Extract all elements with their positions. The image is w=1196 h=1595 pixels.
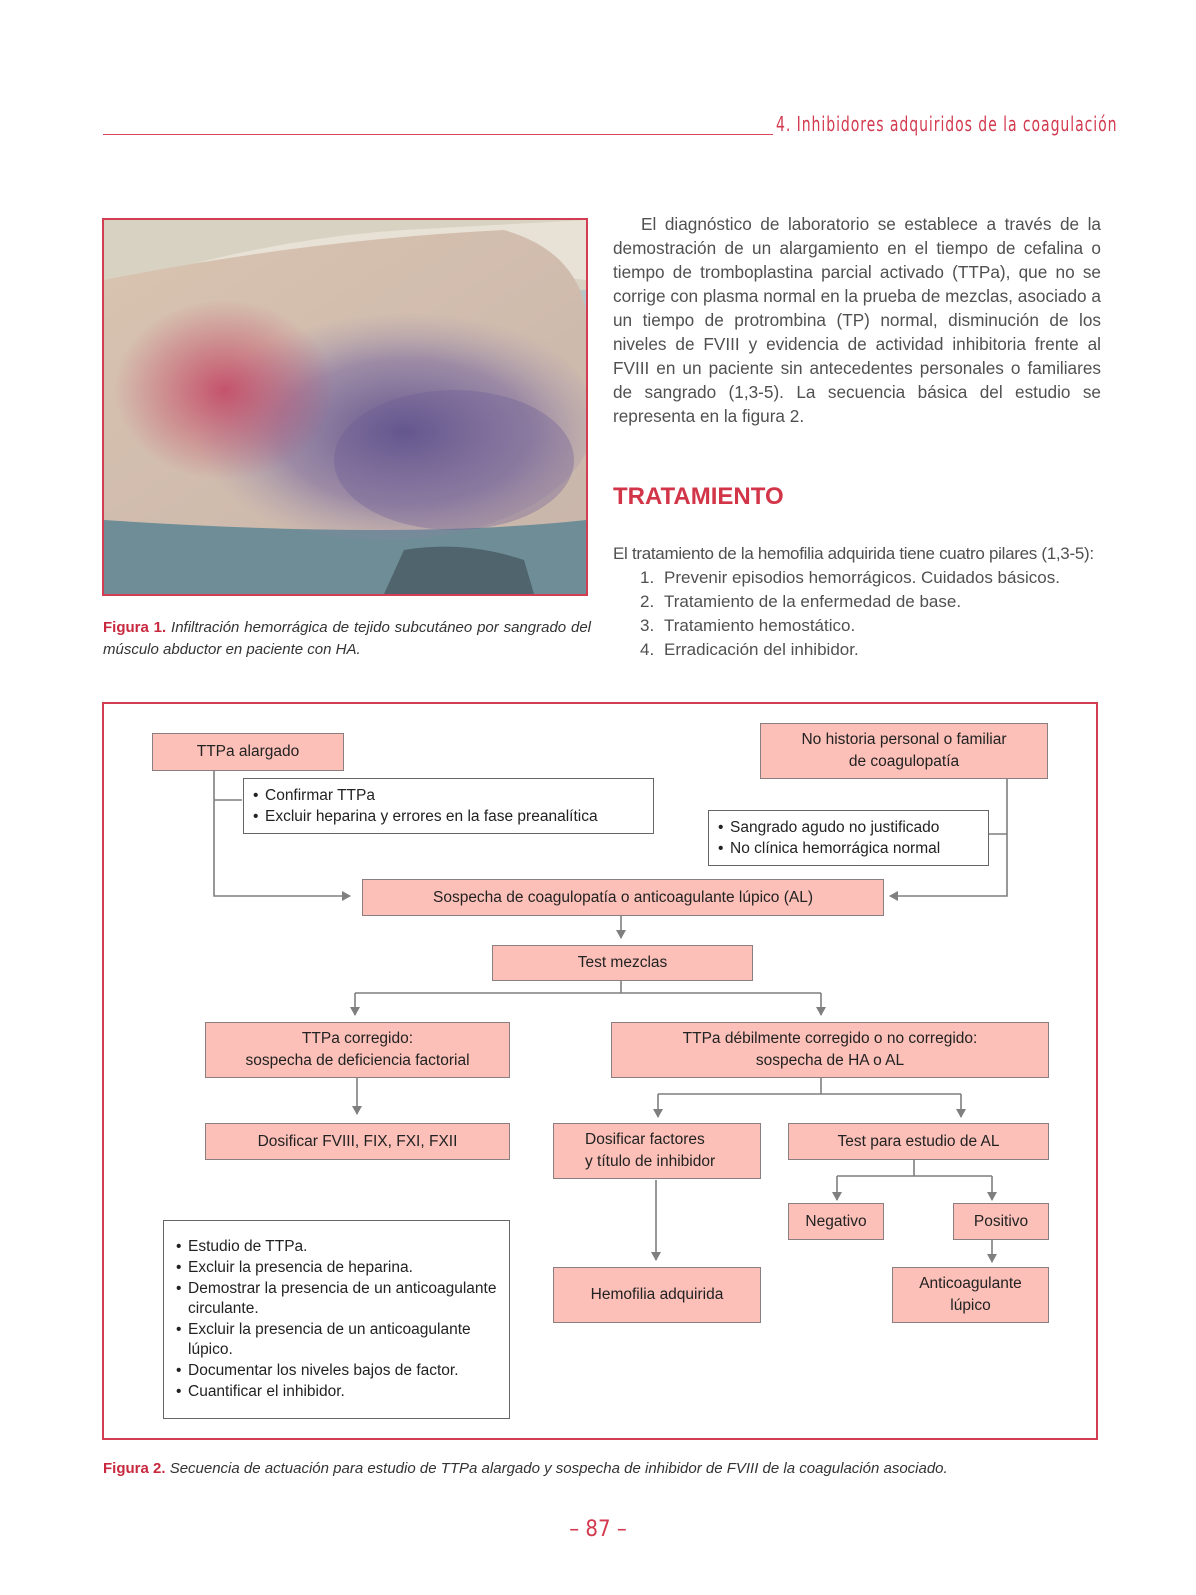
box-line: TTPa corregido: [301,1030,414,1047]
box-test-mezclas: Test mezclas [492,945,753,981]
box-dosificar-factores [553,1123,761,1179]
list-item: • Excluir heparina y errores en la fase preanalítica [253,806,598,827]
box-test-al: Test para estudio de AL [788,1123,1049,1160]
list-item: • Demostrar la presencia de un anticoagulante circulante. [176,1279,499,1319]
box-ttpa-corregido [205,1022,510,1078]
box-confirm-ttpa [243,778,654,834]
box-line: No historia personal o familiar [801,731,1007,748]
box-hemofilia-adquirida: Hemofilia adquirida [553,1267,761,1323]
list-item: • No clínica hemorrágica normal [718,838,940,859]
box-anticoagulante-lupico [892,1267,1049,1323]
treatment-intro: El tratamiento de la hemofilia adquirida tiene cuatro pilares (1,3-5): [613,544,1094,563]
box-ttpa-no-corregido [611,1022,1049,1078]
box-sangrado [708,810,989,866]
list-item-number: 1. [640,568,655,587]
box-negativo: Negativo [788,1203,884,1240]
box-diagnostic-notes [163,1220,510,1419]
box-line: lúpico [950,1297,991,1314]
box-line: sospecha de HA o AL [755,1052,905,1069]
figure-2-caption [103,1460,1103,1477]
sangrado-bullets [718,817,940,859]
box-line: TTPa débilmente corregido o no corregido: [682,1030,978,1047]
box-line: de coagulopatía [848,753,960,770]
intro-paragraph: El diagnóstico de laboratorio se establece a través de la demostración de un alargamiento en el tiempo de cefalina o tiempo de tromboplastina parcial activado (TTPa), que no se corrige con plasma normal en la prueba de mezclas, asociado a un tiempo de protrombina (TP) normal, disminución de los niveles de FVIII y evidencia de actividad inhibitoria frente al FVIII en un paciente sin antecedentes personales o familiares de sangrado (1,3-5). La secuencia básica del estudio se representa en la figura 2. [613,214,1101,426]
box-sospecha: Sospecha de coagulopatía o anticoagulante lúpico (AL) [362,879,884,916]
box-dosificar-fviii: Dosificar FVIII, FIX, FXI, FXII [205,1123,510,1160]
section-title-tratamiento: TRATAMIENTO [613,483,784,510]
list-item-text: Tratamiento de la enfermedad de base. [664,592,962,611]
figure-2-caption-text: Secuencia de actuación para estudio de TTPa alargado y sospecha de inhibidor de FVIII de la coagulación asociado. [169,1460,948,1477]
list-item-number: 4. [640,640,655,659]
list-item-text: Prevenir episodios hemorrágicos. Cuidados básicos. [664,568,1060,587]
chapter-title: 4. Inhibidores adquiridos de la coagulación [776,112,1118,136]
list-item: • Cuantificar el inhibidor. [176,1382,499,1402]
box-line: Anticoagulante [919,1275,1022,1292]
box-line: sospecha de deficiencia factorial [245,1052,470,1069]
notes-bullets [176,1237,499,1403]
list-item: • Estudio de TTPa. [176,1237,499,1257]
list-item: • Confirmar TTPa [253,785,598,806]
list-item-text: Tratamiento hemostático. [664,616,856,635]
page-number: – 87 – [569,1517,627,1542]
box-ttpa-alargado: TTPa alargado [152,733,344,771]
box-line: y título de inhibidor [585,1153,716,1170]
confirm-bullets [253,785,598,827]
figure-1-label: Figura 1. [103,619,167,636]
list-item-number: 3. [640,616,655,635]
list-item-number: 2. [640,592,655,611]
figure-1-caption-text: Infiltración hemorrágica de tejido subcutáneo por sangrado del músculo abductor en paciente con HA. [103,619,591,658]
box-no-historia [760,723,1048,779]
box-line: Dosificar factores [585,1131,705,1148]
list-item: • Excluir la presencia de un anticoagulante lúpico. [176,1320,499,1360]
list-item-text: Erradicación del inhibidor. [664,640,859,659]
figure-2-label: Figura 2. [103,1460,166,1477]
list-item: • Documentar los niveles bajos de factor. [176,1361,499,1381]
box-positivo: Positivo [953,1203,1049,1240]
list-item: • Excluir la presencia de heparina. [176,1258,499,1278]
list-item: • Sangrado agudo no justificado [718,817,940,838]
